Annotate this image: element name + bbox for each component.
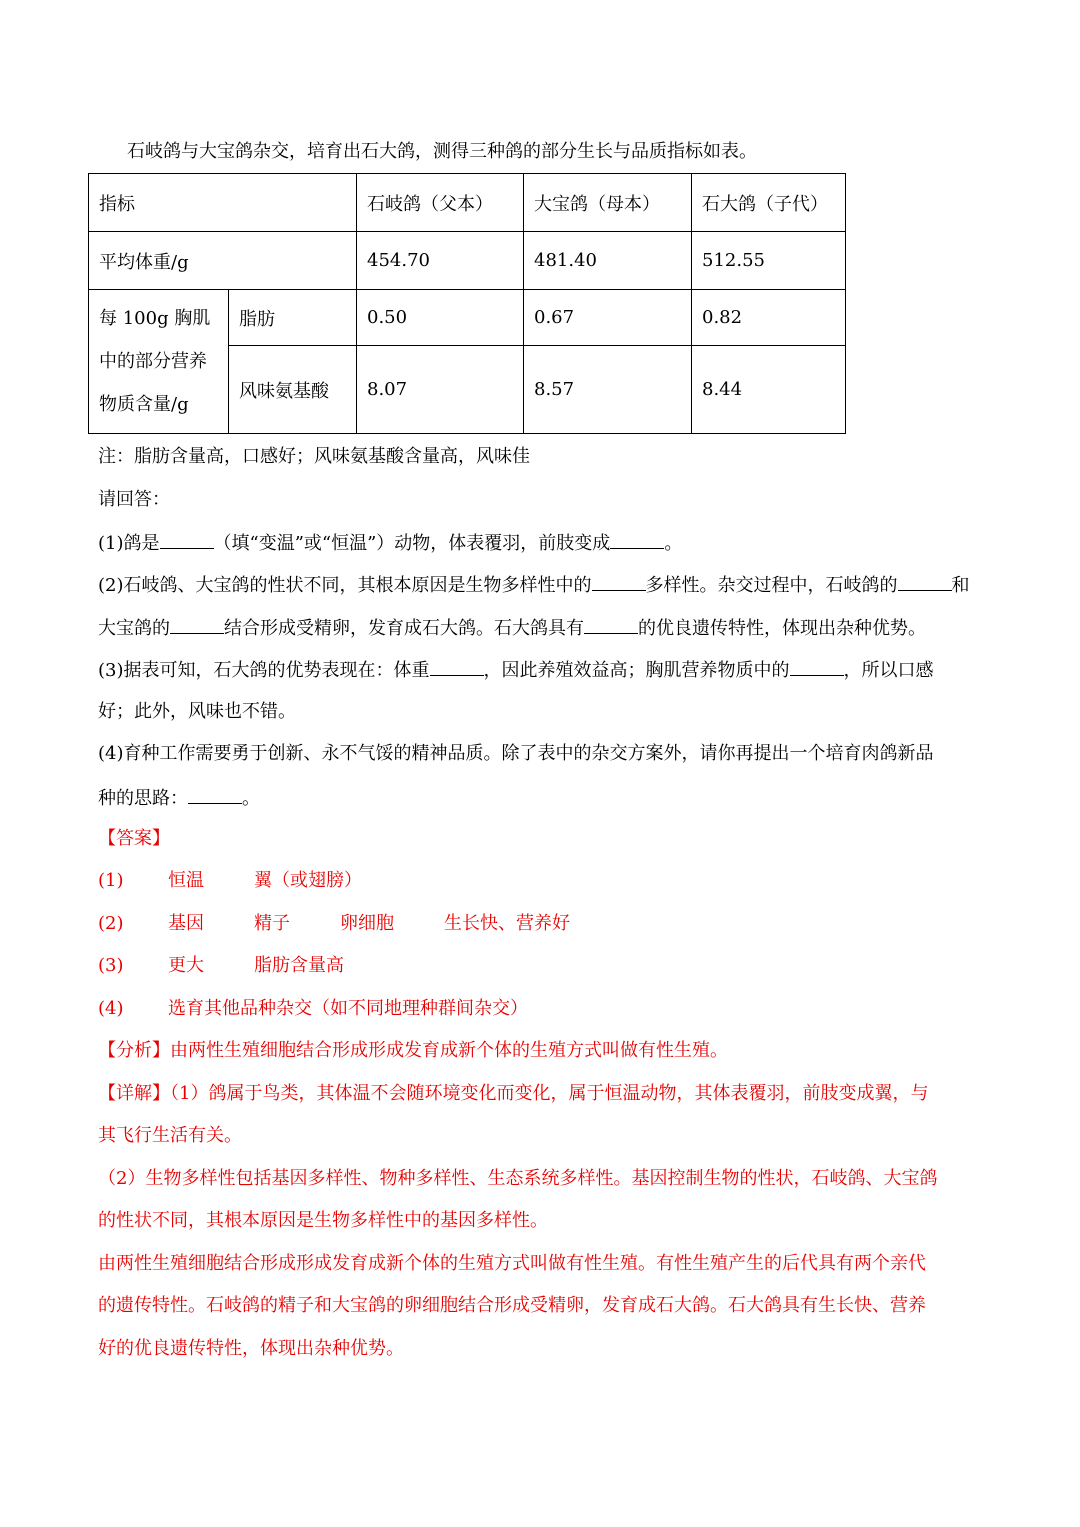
answer-number: (2): [98, 913, 124, 934]
answer-number: (1): [98, 870, 124, 891]
fat-value-cell: 0.67: [524, 290, 692, 346]
nutrient-label-cell: [89, 290, 229, 434]
answer-heading: 【答案】: [98, 828, 170, 849]
header-cell-father: 石岐鸽（父本）: [357, 174, 524, 232]
answer-blank: [592, 572, 646, 591]
question-2-line-2: [98, 615, 926, 641]
table-note: 注：脂肪含量高，口感好；风味氨基酸含量高，风味佳: [98, 446, 530, 467]
q1-text: (1)鸽是: [98, 533, 160, 554]
q1-text: （填“变温”或“恒温”）动物，体表覆羽，前肢变成: [213, 533, 611, 554]
answer-item: 更大: [168, 955, 204, 976]
weight-value-cell: 512.55: [692, 232, 846, 290]
detail-line: 的性状不同，其根本原因是生物多样性中的基因多样性。: [98, 1210, 548, 1231]
detail-line: 【详解】（1）鸽属于鸟类，其体温不会随环境变化而变化，属于恒温动物，其体表覆羽，前肢变成翼，与: [98, 1083, 929, 1104]
answer-item: 翼（或翅膀）: [254, 870, 362, 891]
amino-label-cell: 风味氨基酸: [229, 346, 357, 434]
answer-number: (3): [98, 955, 124, 976]
answer-blank: [188, 785, 242, 804]
q2-text: 结合形成受精卵，发育成石大鸽。石大鸽具有: [224, 618, 584, 639]
data-table: [88, 173, 846, 434]
answer-item: 卵细胞: [340, 913, 394, 934]
q3-text: ，所以口感: [843, 660, 934, 681]
nutrient-label-line: 中的部分营养: [99, 351, 207, 372]
answer-item: 生长快、营养好: [444, 913, 570, 934]
answer-blank: [610, 530, 664, 549]
detail-line: 由两性生殖细胞结合形成形成发育成新个体的生殖方式叫做有性生殖。有性生殖产生的后代具有两个亲代: [98, 1253, 926, 1274]
amino-value-cell: 8.57: [524, 346, 692, 434]
answer-blank: [898, 572, 952, 591]
amino-value-cell: 8.07: [357, 346, 524, 434]
answer-blank: [790, 657, 844, 676]
answer-item: 基因: [168, 913, 204, 934]
header-cell-mother: 大宝鸽（母本）: [524, 174, 692, 232]
answer-item: 精子: [254, 913, 290, 934]
question-3-line-1: [98, 657, 934, 683]
answer-prompt: 请回答：: [98, 489, 170, 510]
question-1: [98, 530, 682, 556]
nutrient-label-line: 每 100g 胸肌: [99, 308, 211, 329]
answer-blank: [430, 657, 484, 676]
q2-text: 的优良遗传特性，体现出杂种优势。: [638, 618, 926, 639]
header-cell-offspring: 石大鸽（子代）: [692, 174, 846, 232]
q3-text: ，因此养殖效益高；胸肌营养物质中的: [483, 660, 790, 681]
answer-blank: [170, 615, 224, 634]
q2-text: 大宝鸽的: [98, 618, 170, 639]
analysis-text: 【分析】由两性生殖细胞结合形成形成发育成新个体的生殖方式叫做有性生殖。: [98, 1040, 728, 1061]
question-4-line-1: (4)育种工作需要勇于创新、永不气馁的精神品质。除了表中的杂交方案外，请你再提出一个培育肉鸽新品: [98, 743, 934, 764]
answer-blank: [160, 530, 214, 549]
answer-blank: [584, 615, 638, 634]
weight-value-cell: 454.70: [357, 232, 524, 290]
detail-line: 其飞行生活有关。: [98, 1125, 242, 1146]
answer-item: 脂肪含量高: [254, 955, 344, 976]
amino-value-cell: 8.44: [692, 346, 846, 434]
table-row-fat: [89, 290, 846, 346]
q4-text: 种的思路：: [98, 788, 188, 809]
question-2-line-1: [98, 572, 970, 598]
answer-item: 选育其他品种杂交（如不同地理种群间杂交）: [168, 998, 528, 1019]
table-row-weight: [89, 232, 846, 290]
fat-label-cell: 脂肪: [229, 290, 357, 346]
q4-text: 。: [242, 788, 260, 809]
q3-text: (3)据表可知，石大鸽的优势表现在：体重: [98, 660, 430, 681]
answer-number: (4): [98, 998, 124, 1019]
weight-value-cell: 481.40: [524, 232, 692, 290]
nutrient-label-line: 物质含量/g: [99, 394, 189, 415]
table-header-row: [89, 174, 846, 232]
intro-text: 石岐鸽与大宝鸽杂交，培育出石大鸽，测得三种鸽的部分生长与品质指标如表。: [127, 141, 757, 162]
header-cell-indicator: 指标: [89, 174, 357, 232]
fat-value-cell: 0.50: [357, 290, 524, 346]
answer-item: 恒温: [168, 870, 204, 891]
question-4-line-2: [98, 785, 260, 811]
q2-text: 多样性。杂交过程中，石岐鸽的: [645, 575, 898, 596]
q1-text: 。: [664, 533, 683, 554]
q2-text: 和: [951, 575, 970, 596]
fat-value-cell: 0.82: [692, 290, 846, 346]
detail-line: 的遗传特性。石岐鸽的精子和大宝鸽的卵细胞结合形成受精卵，发育成石大鸽。石大鸽具有生长快、营养: [98, 1295, 926, 1316]
detail-line: （2）生物多样性包括基因多样性、物种多样性、生态系统多样性。基因控制生物的性状，石岐鸽、大宝鸽: [98, 1168, 938, 1189]
question-3-line-2: 好；此外，风味也不错。: [98, 701, 296, 722]
weight-label-cell: 平均体重/g: [89, 232, 357, 290]
detail-line: 好的优良遗传特性，体现出杂种优势。: [98, 1338, 404, 1359]
q2-text: (2)石岐鸽、大宝鸽的性状不同，其根本原因是生物多样性中的: [98, 575, 592, 596]
